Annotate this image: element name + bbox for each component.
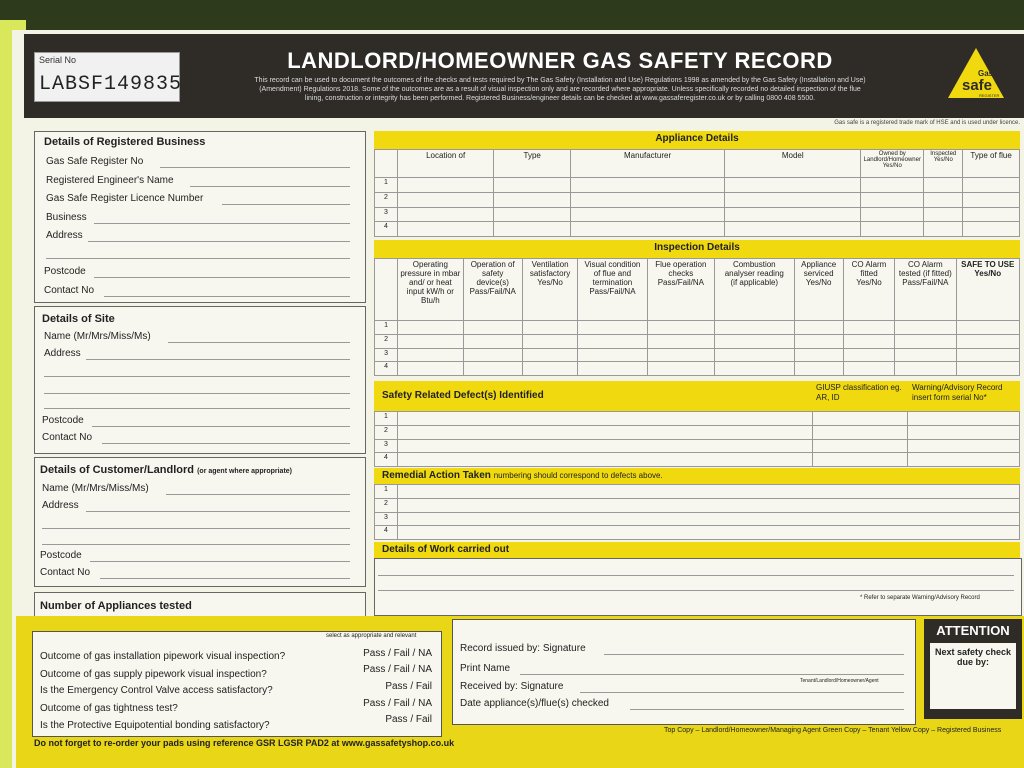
cell[interactable] [715,362,794,376]
cell[interactable] [522,362,577,376]
cell[interactable] [895,348,956,362]
cell[interactable] [924,222,963,237]
outcome-answer-1[interactable]: Pass / Fail / NA [363,648,432,659]
field-business-postcode: Postcode [44,266,86,277]
outcome-answer-3[interactable]: Pass / Fail [385,681,432,692]
print-name-label: Print Name [460,663,511,674]
cell[interactable] [463,362,522,376]
cell[interactable] [398,453,813,467]
cell[interactable] [908,412,1020,426]
input-line-customer-postcode[interactable] [90,561,350,562]
input-line-site-address[interactable] [86,359,350,360]
defects-title: Safety Related Defect(s) Identified [374,381,812,411]
cell[interactable] [963,178,1020,193]
input-line-customer-address-2[interactable] [42,528,350,529]
row-number: 3 [375,512,398,526]
cell[interactable] [908,453,1020,467]
field-engineer-name: Registered Engineer's Name [46,175,174,186]
cell[interactable] [398,321,463,335]
cell[interactable] [398,512,1020,526]
cell[interactable] [398,334,463,348]
received-by-label: Received by: Signature [460,681,564,692]
col-serviced: Appliance serviced Yes/No [794,259,843,321]
cell[interactable] [963,207,1020,222]
cell[interactable] [908,439,1020,453]
cell[interactable] [725,192,861,207]
field-site-contact: Contact No [42,432,93,443]
outcome-answer-2[interactable]: Pass / Fail / NA [363,664,432,675]
field-site-postcode: Postcode [42,415,84,426]
row-number: 4 [375,222,398,237]
cell[interactable] [956,321,1019,335]
defects-table [374,411,1020,467]
cell[interactable] [843,362,894,376]
issued-by-label: Record issued by: Signature [460,643,586,654]
cell[interactable] [398,425,813,439]
col-safe-to-use: SAFE TO USE Yes/No [956,259,1019,321]
col-type: Type [494,150,571,178]
issued-by-signature[interactable] [604,654,904,655]
col-inspected: Inspected Yes/No [924,150,963,178]
cell[interactable] [861,192,924,207]
form-description: This record can be used to document the outcomes of the checks and tests required by The Gas Safety (Installation and Use) Regulations 1998 as amended by the Gas Safety (Installation and Use) (Amendment) Regulations 2018. Some of the outcomes are as a result of visual inspection only and are recorded where appropriate. Unless specifically recorded no detailed inspection of the flue lining, construction or integrity has been performed. Registered Business/engineer details can be checked at www.gassaferegister.co.uk or by calling 0800 408 5500. [254,77,866,102]
input-line-business[interactable] [94,223,350,224]
input-line-licence-no[interactable] [222,204,350,205]
col-safety-device: Operation of safety device(s) Pass/Fail/NA [463,259,522,321]
cell[interactable] [924,207,963,222]
field-licence-no: Gas Safe Register Licence Number [46,193,204,204]
cell[interactable] [398,485,1020,499]
cell[interactable] [963,222,1020,237]
input-line-engineer-name[interactable] [190,186,350,187]
row-number: 4 [375,453,398,467]
cell[interactable] [397,178,494,193]
inspection-details-title: Inspection Details [374,240,1020,258]
row-number: 4 [375,526,398,540]
col-model: Model [725,150,861,178]
cell[interactable] [578,348,647,362]
input-line-business-postcode[interactable] [94,277,350,278]
cell[interactable] [398,498,1020,512]
cell[interactable] [843,348,894,362]
row-number: 2 [375,498,398,512]
col-co-alarm-tested: CO Alarm tested (if fitted) Pass/Fail/NA [895,259,956,321]
input-line-business-contact[interactable] [104,296,350,297]
outcomes-hint: select as appropriate and relevant [326,633,417,639]
svg-text:REGISTER: REGISTER [979,93,1000,98]
cell[interactable] [924,178,963,193]
cell[interactable] [397,207,494,222]
row-number: 3 [375,348,398,362]
input-line-business-address-2[interactable] [46,258,350,259]
cell[interactable] [578,334,647,348]
cell[interactable] [463,334,522,348]
outcome-question-4: Outcome of gas tightness test? [40,703,178,714]
cell[interactable] [570,222,724,237]
attention-title: ATTENTION [936,623,1010,638]
cell[interactable] [647,334,714,348]
cell[interactable] [715,321,794,335]
attention-box [924,619,1022,719]
page-title: LANDLORD/HOMEOWNER GAS SAFETY RECORD [287,48,833,73]
cell[interactable] [397,222,494,237]
input-line-site-address-3[interactable] [44,393,350,394]
cell[interactable] [715,348,794,362]
svg-text:safe: safe [962,77,993,94]
remedial-title-bar [374,468,1020,484]
cell[interactable] [908,425,1020,439]
field-customer-address: Address [42,500,79,511]
outcome-question-2: Outcome of gas supply pipework visual inspection? [40,669,267,680]
field-customer-postcode: Postcode [40,550,82,561]
svg-text:Gas: Gas [978,69,994,78]
appliance-details-table [374,149,1020,237]
cell[interactable] [956,362,1019,376]
serial-number-box [34,52,183,102]
cell[interactable] [813,453,908,467]
business-title: Details of Registered Business [44,136,206,148]
input-line-site-postcode[interactable] [92,426,350,427]
cell[interactable] [895,362,956,376]
work-line-1[interactable] [378,575,1014,576]
col-owned-by: Owned by Landlord/Homeowner Yes/No [861,150,924,178]
row-number: 2 [375,334,398,348]
cell[interactable] [895,321,956,335]
cell[interactable] [522,348,577,362]
trademark-note: Gas safe is a registered trade mark of HSE and is used under licence. [834,120,1020,126]
received-by-note: Tenant/Landlord/Homeowner/Agent [800,678,879,684]
col-flue-type: Type of flue [963,150,1020,178]
input-line-customer-name[interactable] [166,494,350,495]
customer-title-main: Details of Customer/Landlord [40,464,195,476]
col-operating-pressure: Operating pressure in mbar and/ or heat input kW/h or Btu/h [398,259,463,321]
input-line-site-contact[interactable] [102,443,350,444]
cell[interactable] [463,321,522,335]
field-site-name: Name (Mr/Mrs/Miss/Ms) [44,331,151,342]
row-number: 3 [375,207,398,222]
outcome-question-5: Is the Protective Equipotential bonding satisfactory? [40,720,270,731]
cell[interactable] [398,362,463,376]
cell[interactable] [647,321,714,335]
cell[interactable] [813,412,908,426]
site-title: Details of Site [42,313,115,325]
cell[interactable] [924,192,963,207]
col-ventilation: Ventilation satisfactory Yes/No [522,259,577,321]
col-visual-condition: Visual condition of flue and termination Pass/Fail/NA [578,259,647,321]
field-business-address: Address [46,230,83,241]
cell[interactable] [570,207,724,222]
received-by-signature[interactable] [580,692,904,693]
cell[interactable] [794,362,843,376]
date-checked-input[interactable] [630,709,904,710]
input-line-site-address-2[interactable] [44,376,350,377]
cell[interactable] [895,334,956,348]
cell[interactable] [843,334,894,348]
work-line-2[interactable] [378,590,1014,591]
row-number: 3 [375,439,398,453]
cell[interactable] [522,334,577,348]
cell[interactable] [463,348,522,362]
work-title: Details of Work carried out [374,542,1020,558]
defects-giusp-header: GIUSP classification eg. AR, ID [812,381,908,411]
input-line-site-address-4[interactable] [44,408,350,409]
row-number: 2 [375,425,398,439]
col-co-alarm-fitted: CO Alarm fitted Yes/No [843,259,894,321]
cell[interactable] [494,178,571,193]
work-panel[interactable] [374,558,1022,616]
row-number: 1 [375,321,398,335]
outcome-answer-4[interactable]: Pass / Fail / NA [363,698,432,709]
cell[interactable] [398,412,813,426]
cell[interactable] [813,439,908,453]
remedial-table [374,484,1020,540]
copies-note: Top Copy – Landlord/Homeowner/Managing Agent Green Copy – Tenant Yellow Copy – Registered Business [664,727,1002,734]
field-gas-safe-no: Gas Safe Register No [46,156,144,167]
appliance-details-title: Appliance Details [374,131,1020,149]
next-check-label: Next safety check due by: [934,647,1012,667]
row-number: 2 [375,192,398,207]
outcome-question-1: Outcome of gas installation pipework visual inspection? [40,651,286,662]
cell[interactable] [570,192,724,207]
customer-title-note: (or agent where appropriate) [197,468,292,475]
cell[interactable] [794,348,843,362]
row-number: 4 [375,362,398,376]
col-flue-operation: Flue operation checks Pass/Fail/NA [647,259,714,321]
remedial-note: numbering should correspond to defects above. [493,471,663,480]
cell[interactable] [956,348,1019,362]
cell[interactable] [570,178,724,193]
row-number: 1 [375,485,398,499]
cell[interactable] [397,192,494,207]
cell[interactable] [725,222,861,237]
col-location: Location of [397,150,494,178]
row-number: 1 [375,178,398,193]
cell[interactable] [794,334,843,348]
next-check-box[interactable] [930,643,1016,709]
field-customer-contact: Contact No [40,567,91,578]
cell[interactable] [843,321,894,335]
cell[interactable] [494,192,571,207]
input-line-site-name[interactable] [168,342,350,343]
cell[interactable] [956,334,1019,348]
field-business-contact: Contact No [44,285,95,296]
cell[interactable] [398,348,463,362]
cell[interactable] [725,207,861,222]
serial-number: LABSF149835 [39,73,183,96]
cell[interactable] [647,362,714,376]
inspection-details-table [374,258,1020,376]
row-number: 1 [375,412,398,426]
field-site-address: Address [44,348,81,359]
field-customer-name: Name (Mr/Mrs/Miss/Ms) [42,483,149,494]
cell[interactable] [725,178,861,193]
cell[interactable] [794,321,843,335]
input-line-business-address[interactable] [88,241,350,242]
work-footnote: * Refer to separate Warning/Advisory Record [860,595,980,601]
input-line-customer-contact[interactable] [100,578,350,579]
defects-warning-header: Warning/Advisory Record insert form serial No* [908,381,1020,411]
cell[interactable] [861,207,924,222]
customer-title [40,464,292,476]
cell[interactable] [578,321,647,335]
cell[interactable] [494,222,571,237]
field-business: Business [46,212,87,223]
print-name-input[interactable] [520,674,904,675]
date-checked-label: Date appliance(s)/flue(s) checked [460,698,609,709]
cell[interactable] [398,526,1020,540]
cell[interactable] [861,178,924,193]
cell[interactable] [861,222,924,237]
reorder-note: Do not forget to re-order your pads using reference GSR LGSR PAD2 at www.gassafetyshop.co.uk [34,738,455,748]
cell[interactable] [715,334,794,348]
input-line-customer-address[interactable] [86,511,350,512]
serial-label: Serial No [39,55,77,65]
remedial-title: Remedial Action Taken [382,470,491,481]
cell[interactable] [963,192,1020,207]
col-manufacturer: Manufacturer [570,150,724,178]
cell[interactable] [578,362,647,376]
gas-safe-logo [948,48,1004,102]
cell[interactable] [522,321,577,335]
cell[interactable] [813,425,908,439]
input-line-customer-address-3[interactable] [42,544,350,545]
cell[interactable] [398,439,813,453]
appliances-tested-label: Number of Appliances tested [40,600,192,612]
col-combustion: Combustion analyser reading (if applicable) [715,259,794,321]
input-line-gas-safe-no[interactable] [160,167,350,168]
cell[interactable] [647,348,714,362]
outcome-question-3: Is the Emergency Control Valve access satisfactory? [40,685,273,696]
outcome-answer-5[interactable]: Pass / Fail [385,714,432,725]
cell[interactable] [494,207,571,222]
